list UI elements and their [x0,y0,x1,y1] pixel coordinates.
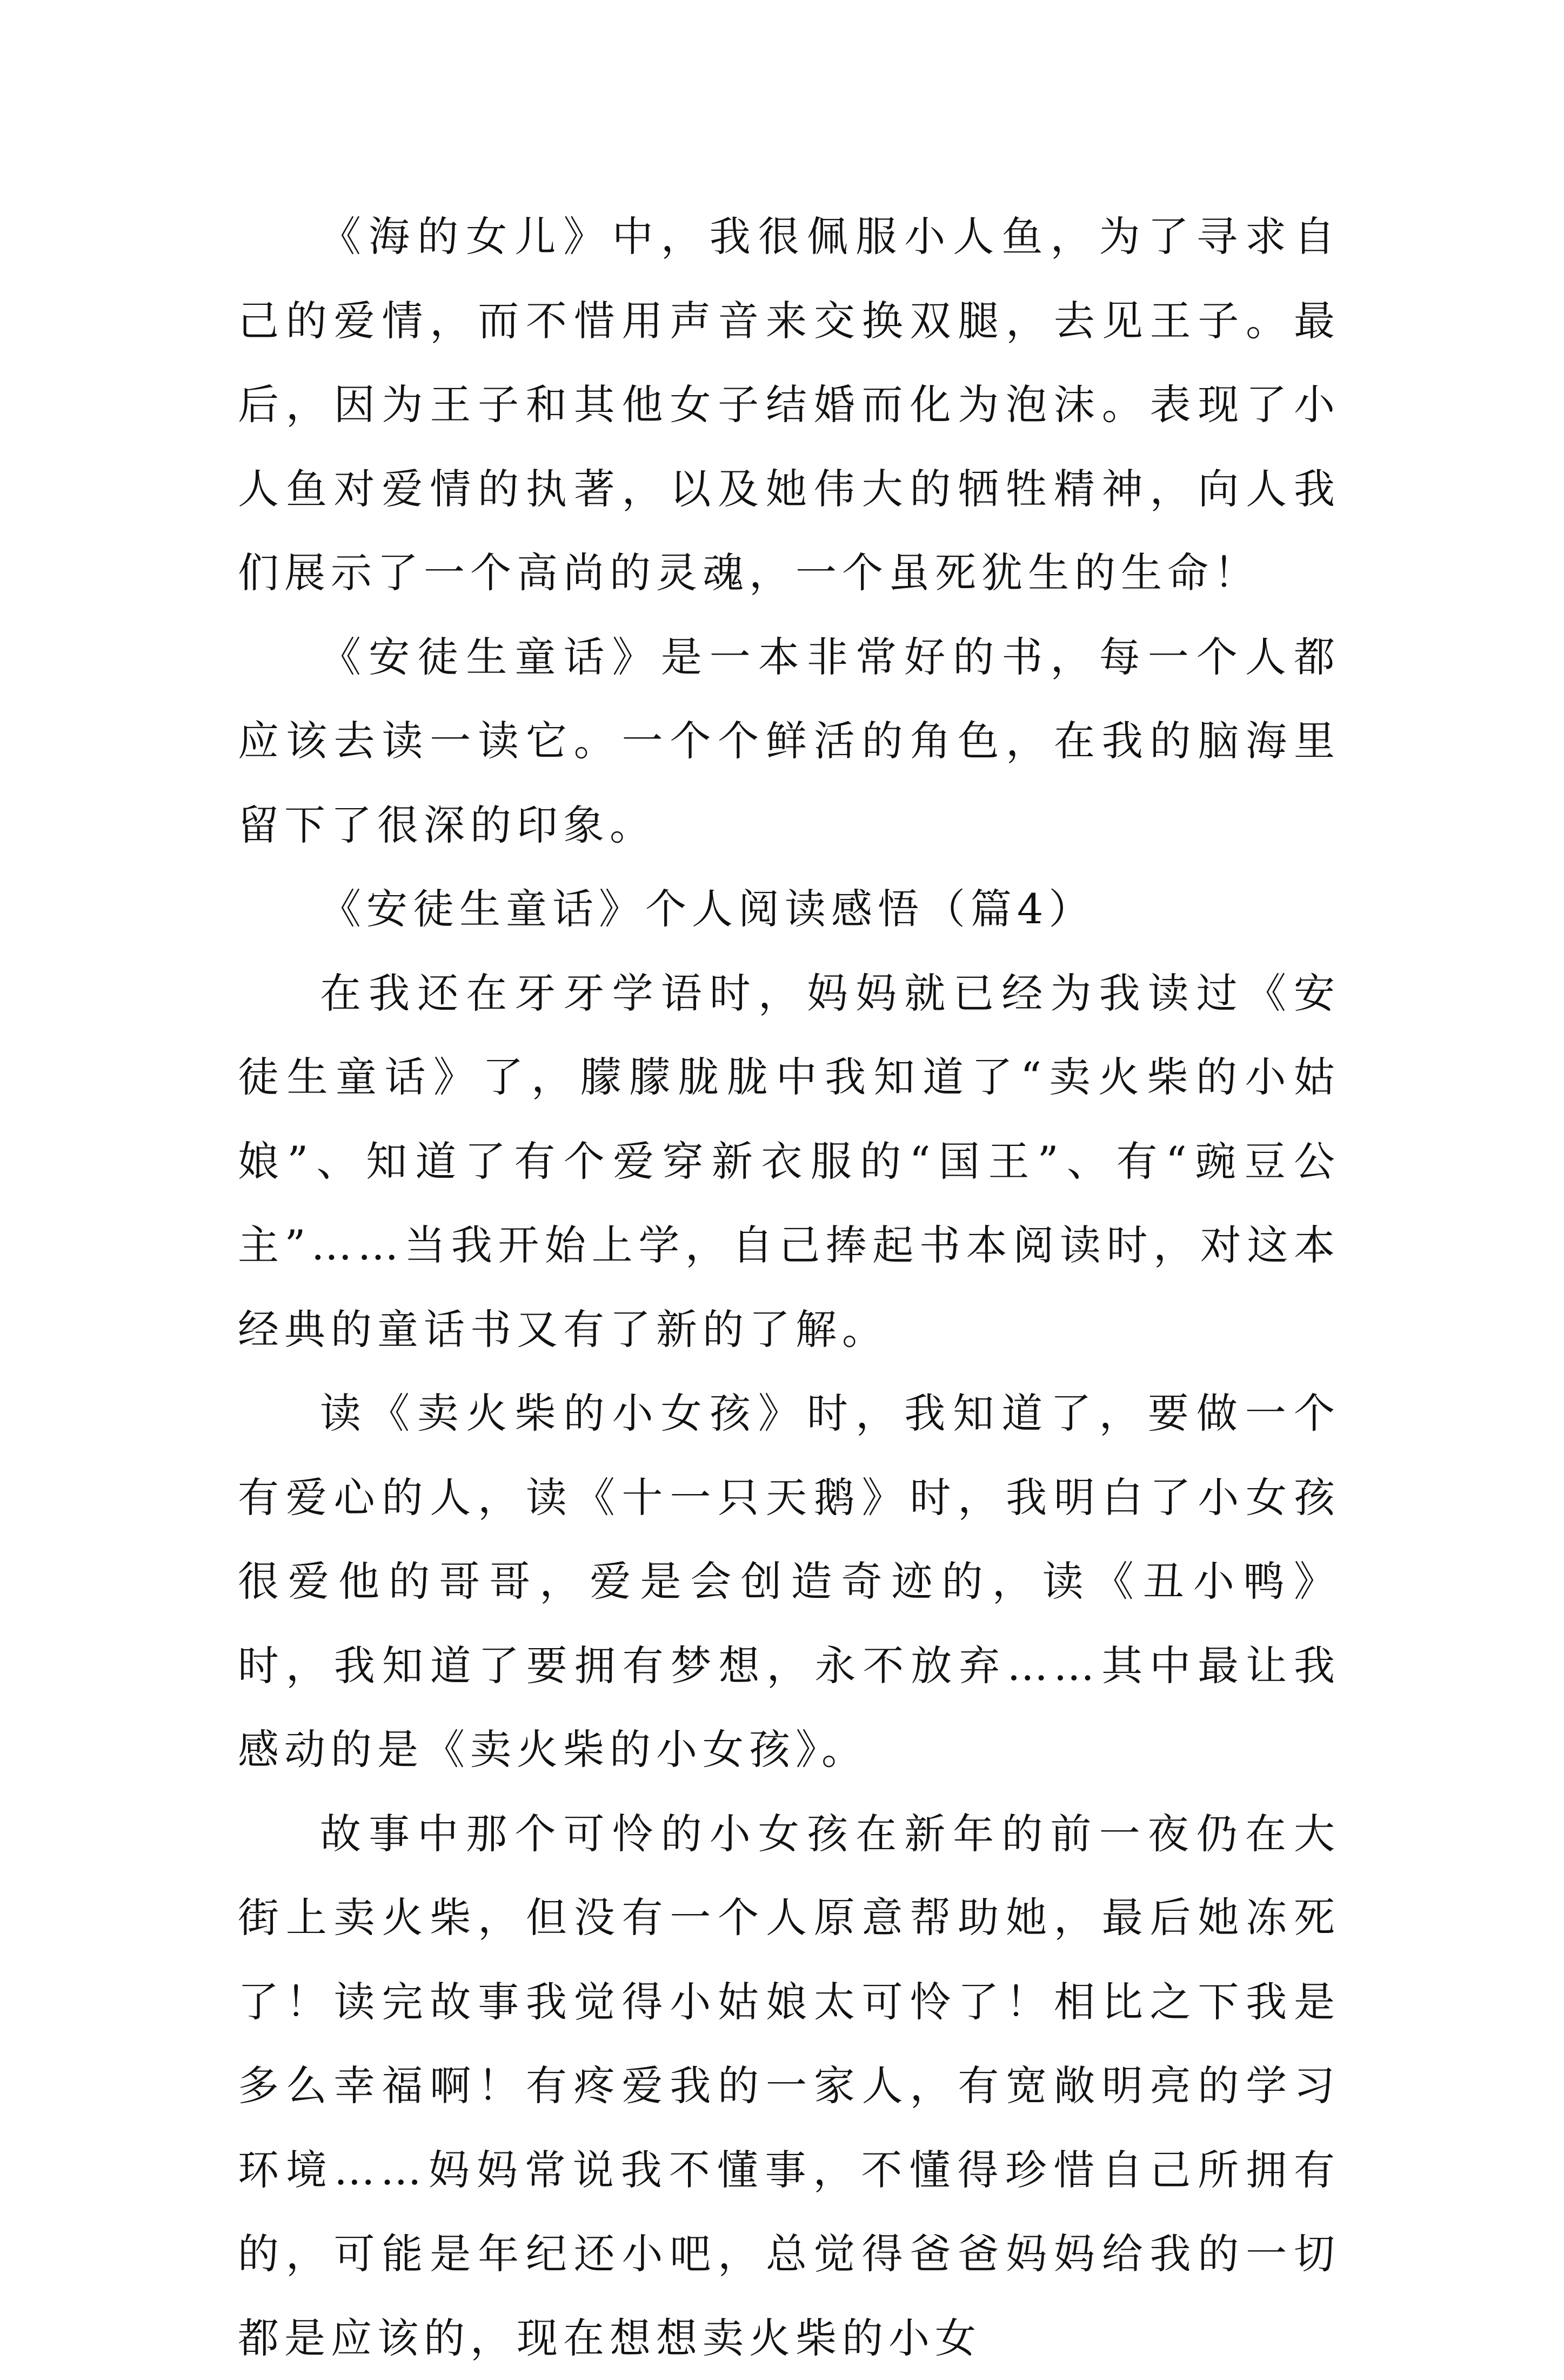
section-heading: 《安徒生童话》个人阅读感悟（篇4） [238,867,1340,951]
paragraph-little-mermaid: 《海的女儿》中，我很佩服小人鱼，为了寻求自己的爱情，而不惜用声音来交换双腿，去见王子。最后，因为王子和其他女子结婚而化为泡沫。表现了小人鱼对爱情的执著，以及她伟大的牺牲精神，向人我们展示了一个高尚的灵魂，一个虽死犹生的生命！ [238,195,1340,615]
paragraph-book-recommendation: 《安徒生童话》是一本非常好的书，每一个人都应该去读一读它。一个个鲜活的角色，在我的脑海里留下了很深的印象。 [238,615,1340,868]
paragraph-childhood-reading: 在我还在牙牙学语时，妈妈就已经为我读过《安徒生童话》了，朦朦胧胧中我知道了“卖火柴的小姑娘”、知道了有个爱穿新衣服的“国王”、有“豌豆公主”……当我开始上学，自己捧起书本阅读时，对这本经典的童话书又有了新的了解。 [238,951,1340,1372]
document-page [238,195,1340,2380]
paragraph-match-girl: 故事中那个可怜的小女孩在新年的前一夜仍在大街上卖火柴，但没有一个人原意帮助她，最后她冻死了！读完故事我觉得小姑娘太可怜了！相比之下我是多么幸福啊！有疼爱我的一家人，有宽敞明亮的学习环境……妈妈常说我不懂事，不懂得珍惜自己所拥有的，可能是年纪还小吧，总觉得爸爸妈妈给我的一切都是应该的，现在想想卖火柴的小女 [238,1792,1340,2380]
paragraph-lessons: 读《卖火柴的小女孩》时，我知道了，要做一个有爱心的人，读《十一只天鹅》时，我明白了小女孩很爱他的哥哥，爱是会创造奇迹的，读《丑小鸭》时，我知道了要拥有梦想，永不放弃……其中最让我感动的是《卖火柴的小女孩》。 [238,1371,1340,1792]
